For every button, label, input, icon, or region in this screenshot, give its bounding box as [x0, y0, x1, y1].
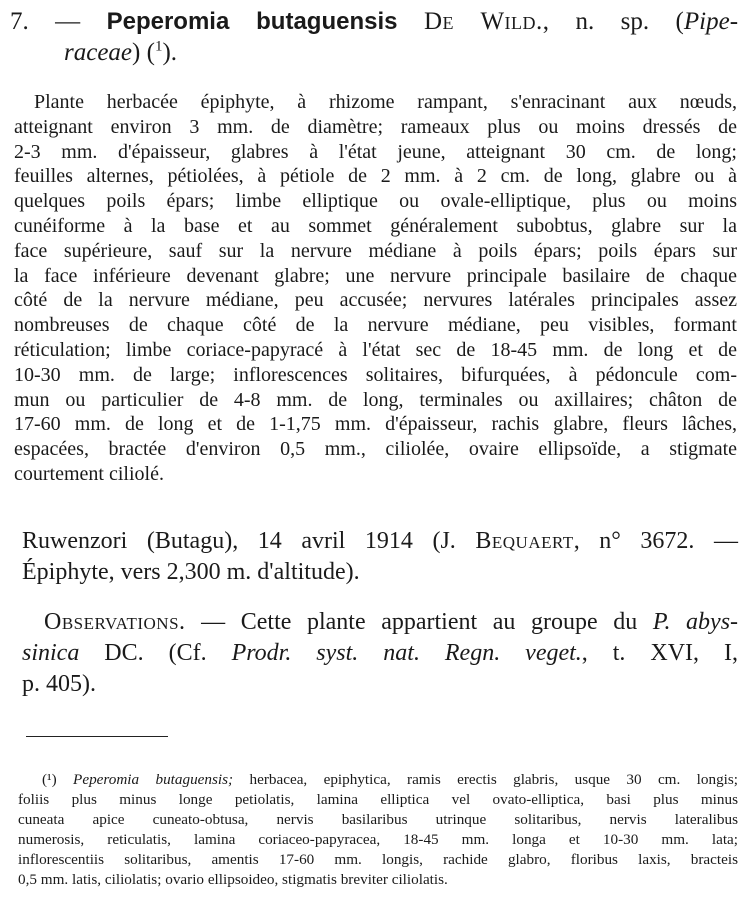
locality-line [22, 526, 738, 557]
description-line: 10-30 mm. de large; inflorescences solitaires, bifurquées, à pédoncule com- [14, 363, 737, 386]
observations-line [22, 607, 738, 638]
species-name: Peperomia butaguensis [106, 8, 398, 35]
description-line: Plante herbacée épiphyte, à rhizome rampant, s'enracinant aux nœuds, [34, 91, 737, 113]
heading-dash: — [55, 8, 81, 35]
family-open: ( [675, 8, 684, 35]
footnote-line: numerosis, reticulatis, lamina coriaceo-papyracea, 18-45 mm. longa et 10-30 mm. lata; [18, 831, 738, 848]
reference-species: P. abys- [652, 609, 739, 635]
collector-name: Bequaert [475, 528, 574, 554]
heading-trailing: . [170, 39, 178, 66]
description-line: espacées, bractée d'environ 0,5 mm., ciliolée, ovaire ellipsoïde, a stigmate [14, 438, 737, 461]
description-line: réticulation; limbe coriace-papyracé à l'état sec de 18-45 mm. de long et de [14, 338, 737, 361]
footnote-marker: (¹) [42, 771, 57, 788]
footnote-line: cuneata apice cuneato-obtusa, nervis basilaribus utrinque solitaribus, nervis lateralibus [18, 811, 738, 828]
observations-line: p. 405). [22, 671, 96, 697]
footnote-line [18, 770, 738, 790]
footnote-reference: 1 [154, 38, 163, 55]
species-status: , n. sp. [542, 8, 650, 35]
description-line: atteignant environ 3 mm. de diamètre; rameaux plus ou moins dressés de [14, 115, 737, 138]
observations-text: — Cette plante appartient au groupe du [201, 609, 638, 635]
description-line: feuilles alternes, pétiolées, à pétiole de 2 mm. à 2 cm. de long, glabre ou à [14, 165, 737, 188]
species-description [14, 90, 737, 487]
observations-label: Observations. [44, 609, 186, 635]
description-line: cunéiforme à la base et au sommet généralement subobtus, glabre sur la [14, 214, 737, 237]
description-line: la face inférieure devenant glabre; une nervure principale basilaire de chaque [14, 264, 737, 287]
description-line: côté de la nervure médiane, peu accusée; nervures latérales principales assez [14, 289, 737, 312]
reference-volume: , t. XVI, I, [581, 640, 738, 666]
footnote-divider [26, 736, 168, 737]
description-line: 2-3 mm. d'épaisseur, glabres à l'état jeune, atteignant 30 cm. de long; [14, 140, 737, 163]
locality-paragraph [22, 526, 738, 588]
footnote-species: Peperomia butaguensis; [73, 771, 234, 788]
family-name-part2: raceae [64, 39, 133, 66]
reference-work: Prodr. syst. nat. Regn. veget. [231, 640, 582, 666]
description-line: face supérieure, sauf sur la nervure médiane à poils épars; poils épars sur [14, 239, 737, 262]
footnote-line: 0,5 mm. latis, ciliolatis; ovario ellipsoideo, stigmatis breviter ciliolatis. [18, 871, 448, 888]
observations-paragraph [22, 607, 738, 700]
footnote [18, 770, 738, 890]
description-line: quelques poils épars; limbe elliptique ou ovale-elliptique, plus ou moins [14, 190, 737, 213]
footnote-line: inflorescentiis solitaribus, amentis 17-60 mm. longis, rachide glabro, floribus laxis, bracteis [18, 851, 738, 868]
description-line: mun ou particulier de 4-8 mm. de long, terminales ou axillaires; châton de [14, 388, 737, 411]
family-close: ) [132, 39, 141, 66]
description-line: nombreuses de chaque côté de la nervure médiane, peu visibles, formant [14, 314, 737, 337]
species-author: De Wild. [423, 8, 543, 35]
species-heading [10, 6, 738, 37]
locality-text: Ruwenzori (Butagu), 14 avril 1914 (J. [22, 528, 456, 554]
footnote-line: foliis plus minus longe petiolatis, lamina elliptica vel ovato-elliptica, basi plus minus [18, 791, 738, 808]
description-line: 17-60 mm. de long et de 1-1,75 mm. d'épaisseur, rachis glabre, fleurs lâches, [14, 413, 737, 436]
reference-species-continued: sinica [22, 640, 80, 666]
locality-line: Épiphyte, vers 2,300 m. d'altitude). [22, 559, 360, 585]
reference-author: DC. (Cf. [104, 640, 207, 666]
observations-line [22, 638, 738, 669]
description-line: courtement ciliolé. [14, 462, 164, 485]
collection-number: , n° 3672. — [573, 528, 738, 554]
family-name-part1: Pipe- [683, 8, 739, 35]
footnote-text: herbacea, epiphytica, ramis erectis glabris, usque 30 cm. longis; [249, 771, 739, 788]
species-heading-continued: raceae) ($^1$). [64, 38, 178, 66]
heading-number: 7. [10, 8, 29, 35]
